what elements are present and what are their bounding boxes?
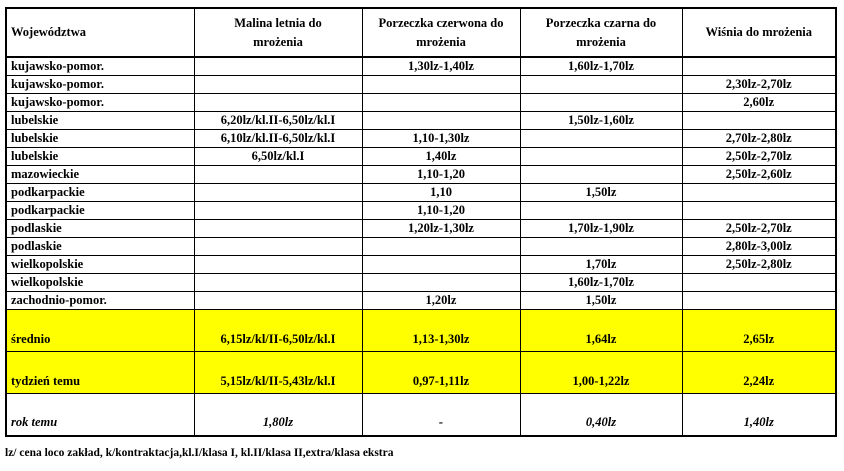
region-cell: kujawsko-pomor. [6,94,194,112]
region-cell: rok temu [6,394,194,437]
price-cell: 1,70lz [520,256,682,274]
price-cell [194,202,362,220]
price-cell [682,184,836,202]
price-cell [194,256,362,274]
price-cell [682,292,836,310]
price-cell: 1,50lz [520,184,682,202]
region-cell: zachodnio-pomor. [6,292,194,310]
table-row [6,256,836,274]
header-malina: Malina letnia do mrożenia [194,8,362,57]
price-cell [194,238,362,256]
region-cell: podlaskie [6,238,194,256]
table-row [6,166,836,184]
price-cell: 5,15lz/kl/II-5,43lz/kl.I [194,352,362,394]
price-cell [194,292,362,310]
price-cell: 1,20lz-1,30lz [362,220,520,238]
price-cell [362,238,520,256]
price-cell: 1,13-1,30lz [362,310,520,352]
price-cell: 2,30lz-2,70lz [682,76,836,94]
table-row [6,130,836,148]
region-cell: kujawsko-pomor. [6,57,194,76]
table-row [6,202,836,220]
price-cell: 2,65lz [682,310,836,352]
price-cell [362,274,520,292]
table-row [6,94,836,112]
price-cell [520,130,682,148]
price-cell: 1,40lz [362,148,520,166]
region-cell: tydzień temu [6,352,194,394]
price-cell [362,112,520,130]
price-cell: 1,30lz-1,40lz [362,57,520,76]
price-cell [194,274,362,292]
last-year-row [6,394,836,437]
price-cell: 2,60lz [682,94,836,112]
price-cell [520,202,682,220]
price-cell: 6,10lz/kl.II-6,50lz/kl.I [194,130,362,148]
table-row [6,184,836,202]
price-cell: 2,24lz [682,352,836,394]
price-cell [520,94,682,112]
table-row [6,148,836,166]
price-cell: 6,15lz/kl/II-6,50lz/kl.I [194,310,362,352]
region-cell: lubelskie [6,130,194,148]
price-cell [362,256,520,274]
price-cell: 1,50lz [520,292,682,310]
price-cell [682,112,836,130]
table-row [6,292,836,310]
table-row [6,220,836,238]
region-cell: kujawsko-pomor. [6,76,194,94]
price-cell: 1,64lz [520,310,682,352]
price-cell: - [362,394,520,437]
footnote: lz/ cena loco zakład, k/kontraktacja,kl.I/klasa I, kl.II/klasa II,extra/klasa ekstra [5,447,394,459]
price-cell: 1,80lz [194,394,362,437]
price-cell [194,184,362,202]
price-cell [194,76,362,94]
price-cell [194,220,362,238]
price-table [5,7,837,437]
price-cell [362,76,520,94]
price-cell: 1,00-1,22lz [520,352,682,394]
header-porzeczka-czarna: Porzeczka czarna do mrożenia [520,8,682,57]
header-row [6,8,836,57]
price-cell: 2,50lz-2,70lz [682,220,836,238]
price-cell: 1,20lz [362,292,520,310]
region-cell: średnio [6,310,194,352]
header-wisnia: Wiśnia do mrożenia [682,8,836,57]
region-cell: podlaskie [6,220,194,238]
region-cell: lubelskie [6,112,194,130]
price-cell: 0,97-1,11lz [362,352,520,394]
region-cell: mazowieckie [6,166,194,184]
price-cell: 1,50lz-1,60lz [520,112,682,130]
price-cell: 1,70lz-1,90lz [520,220,682,238]
table-row [6,274,836,292]
price-cell [682,202,836,220]
table-row [6,238,836,256]
table-row [6,76,836,94]
region-cell: wielkopolskie [6,256,194,274]
header-region: Województwa [6,8,194,57]
price-cell: 2,50lz-2,70lz [682,148,836,166]
table-row [6,112,836,130]
region-cell: podkarpackie [6,202,194,220]
table-row [6,57,836,76]
price-cell [682,57,836,76]
price-cell: 2,50lz-2,80lz [682,256,836,274]
price-cell [520,148,682,166]
header-porzeczka-czerwona: Porzeczka czerwona do mrożenia [362,8,520,57]
price-cell [194,57,362,76]
region-cell: podkarpackie [6,184,194,202]
price-cell: 2,70lz-2,80lz [682,130,836,148]
price-cell [520,76,682,94]
price-cell [520,166,682,184]
price-cell [520,238,682,256]
region-cell: lubelskie [6,148,194,166]
price-cell: 6,20lz/kl.II-6,50lz/kl.I [194,112,362,130]
price-cell: 6,50lz/kl.I [194,148,362,166]
price-cell [194,94,362,112]
price-cell: 1,60lz-1,70lz [520,274,682,292]
price-cell: 1,10-1,20 [362,202,520,220]
price-cell: 1,10 [362,184,520,202]
price-cell: 1,60lz-1,70lz [520,57,682,76]
price-cell: 2,80lz-3,00lz [682,238,836,256]
average-row [6,310,836,352]
price-cell: 2,50lz-2,60lz [682,166,836,184]
price-cell: 1,10-1,20 [362,166,520,184]
region-cell: wielkopolskie [6,274,194,292]
price-cell: 1,10-1,30lz [362,130,520,148]
price-cell: 1,40lz [682,394,836,437]
price-cell [362,94,520,112]
price-cell [194,166,362,184]
price-cell [682,274,836,292]
last-week-row [6,352,836,394]
price-cell: 0,40lz [520,394,682,437]
